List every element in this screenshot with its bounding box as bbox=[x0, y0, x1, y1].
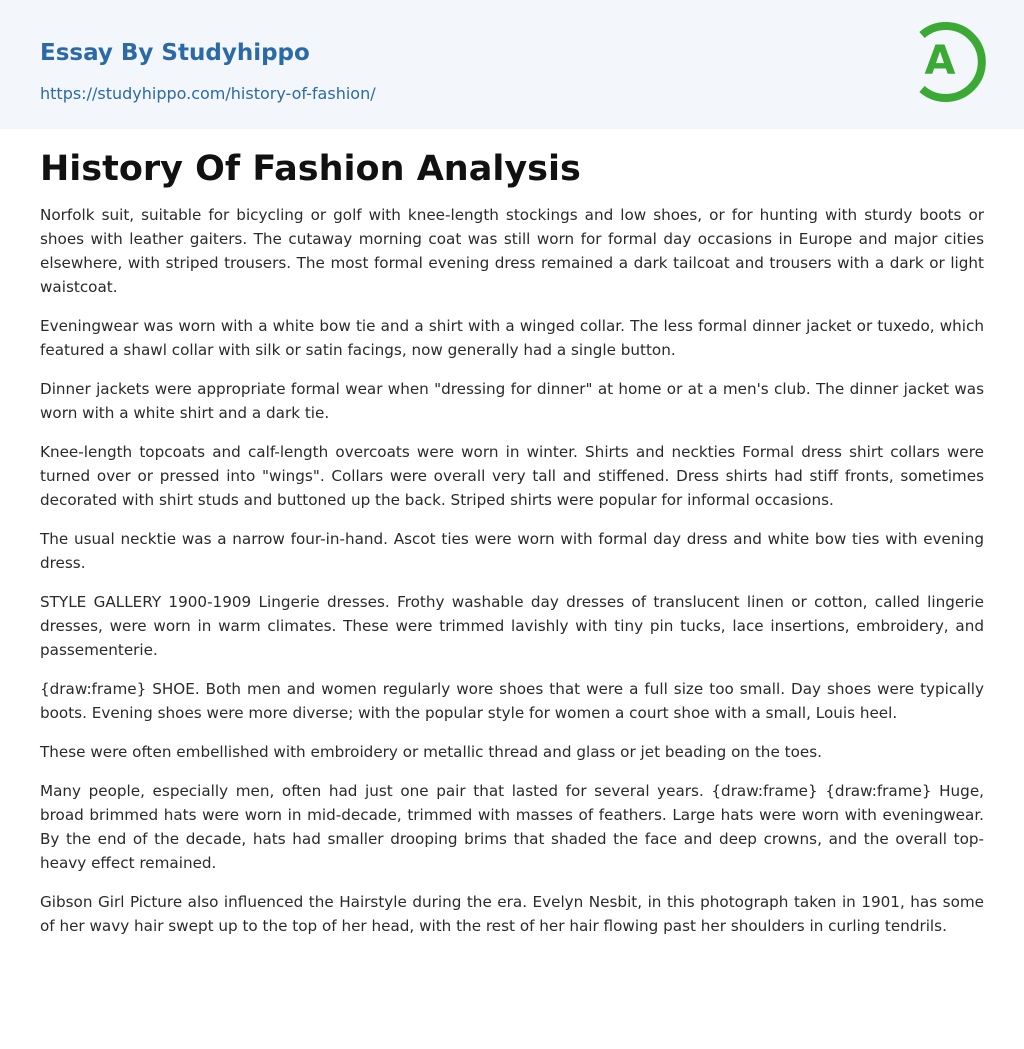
site-header bbox=[0, 0, 1024, 129]
essay-url-link[interactable]: https://studyhippo.com/history-of-fashion/ bbox=[40, 84, 376, 103]
site-brand[interactable]: Essay By Studyhippo bbox=[40, 40, 310, 66]
paragraph: Many people, especially men, often had just one pair that lasted for several years. {draw:frame} {draw:frame} Huge, broad brimmed hats were worn in mid-decade, trimmed with masses of feathers. Large hats were worn with eveningwear. By the end of the decade, hats had smaller drooping brims that shaded the face and deep crowns, and the overall top-heavy effect remained. bbox=[40, 782, 984, 872]
paragraph: Knee-length topcoats and calf-length overcoats were worn in winter. Shirts and neckties Formal dress shirt collars were turned over or pressed into "wings". Collars were overall very tall and stiffened. Dress shirts had stiff fronts, sometimes decorated with shirt studs and buttoned up the back. Striped shirts were popular for informal occasions. bbox=[40, 443, 984, 509]
paragraph: {draw:frame} SHOE. Both men and women regularly wore shoes that were a full size too small. Day shoes were typically boots. Evening shoes were more diverse; with the popular style for women a court shoe with a small, Louis heel. bbox=[40, 680, 984, 722]
paragraph: Norfolk suit, suitable for bicycling or golf with knee-length stockings and low shoes, or for hunting with sturdy boots or shoes with leather gaiters. The cutaway morning coat was still worn for formal day occasions in Europe and major cities elsewhere, with striped trousers. The most formal evening dress remained a dark tailcoat and trousers with a dark or light waistcoat. bbox=[40, 206, 984, 296]
paragraph: Dinner jackets were appropriate formal wear when "dressing for dinner" at home or at a men's club. The dinner jacket was worn with a white shirt and a dark tie. bbox=[40, 380, 984, 422]
paragraph: Gibson Girl Picture also influenced the Hairstyle during the era. Evelyn Nesbit, in this photograph taken in 1901, has some of her wavy hair swept up to the top of her head, with the rest of her hair flowing past her shoulders in curling tendrils. bbox=[40, 893, 984, 935]
page-title: History Of Fashion Analysis bbox=[40, 149, 581, 189]
article bbox=[0, 147, 1024, 938]
studyhippo-logo-icon[interactable] bbox=[910, 18, 988, 106]
paragraph: These were often embellished with embroidery or metallic thread and glass or jet beading on the toes. bbox=[40, 743, 822, 761]
paragraph: The usual necktie was a narrow four-in-hand. Ascot ties were worn with formal day dress and white bow ties with evening dress. bbox=[40, 530, 984, 572]
paragraph: STYLE GALLERY 1900-1909 Lingerie dresses. Frothy washable day dresses of translucent linen or cotton, called lingerie dresses, were worn in warm climates. These were trimmed lavishly with tiny pin tucks, lace insertions, embroidery, and passementerie. bbox=[40, 593, 984, 659]
logo-letter: A bbox=[924, 38, 956, 84]
paragraph: Eveningwear was worn with a white bow tie and a shirt with a winged collar. The less formal dinner jacket or tuxedo, which featured a shawl collar with silk or satin facings, now generally had a single button. bbox=[40, 317, 984, 359]
